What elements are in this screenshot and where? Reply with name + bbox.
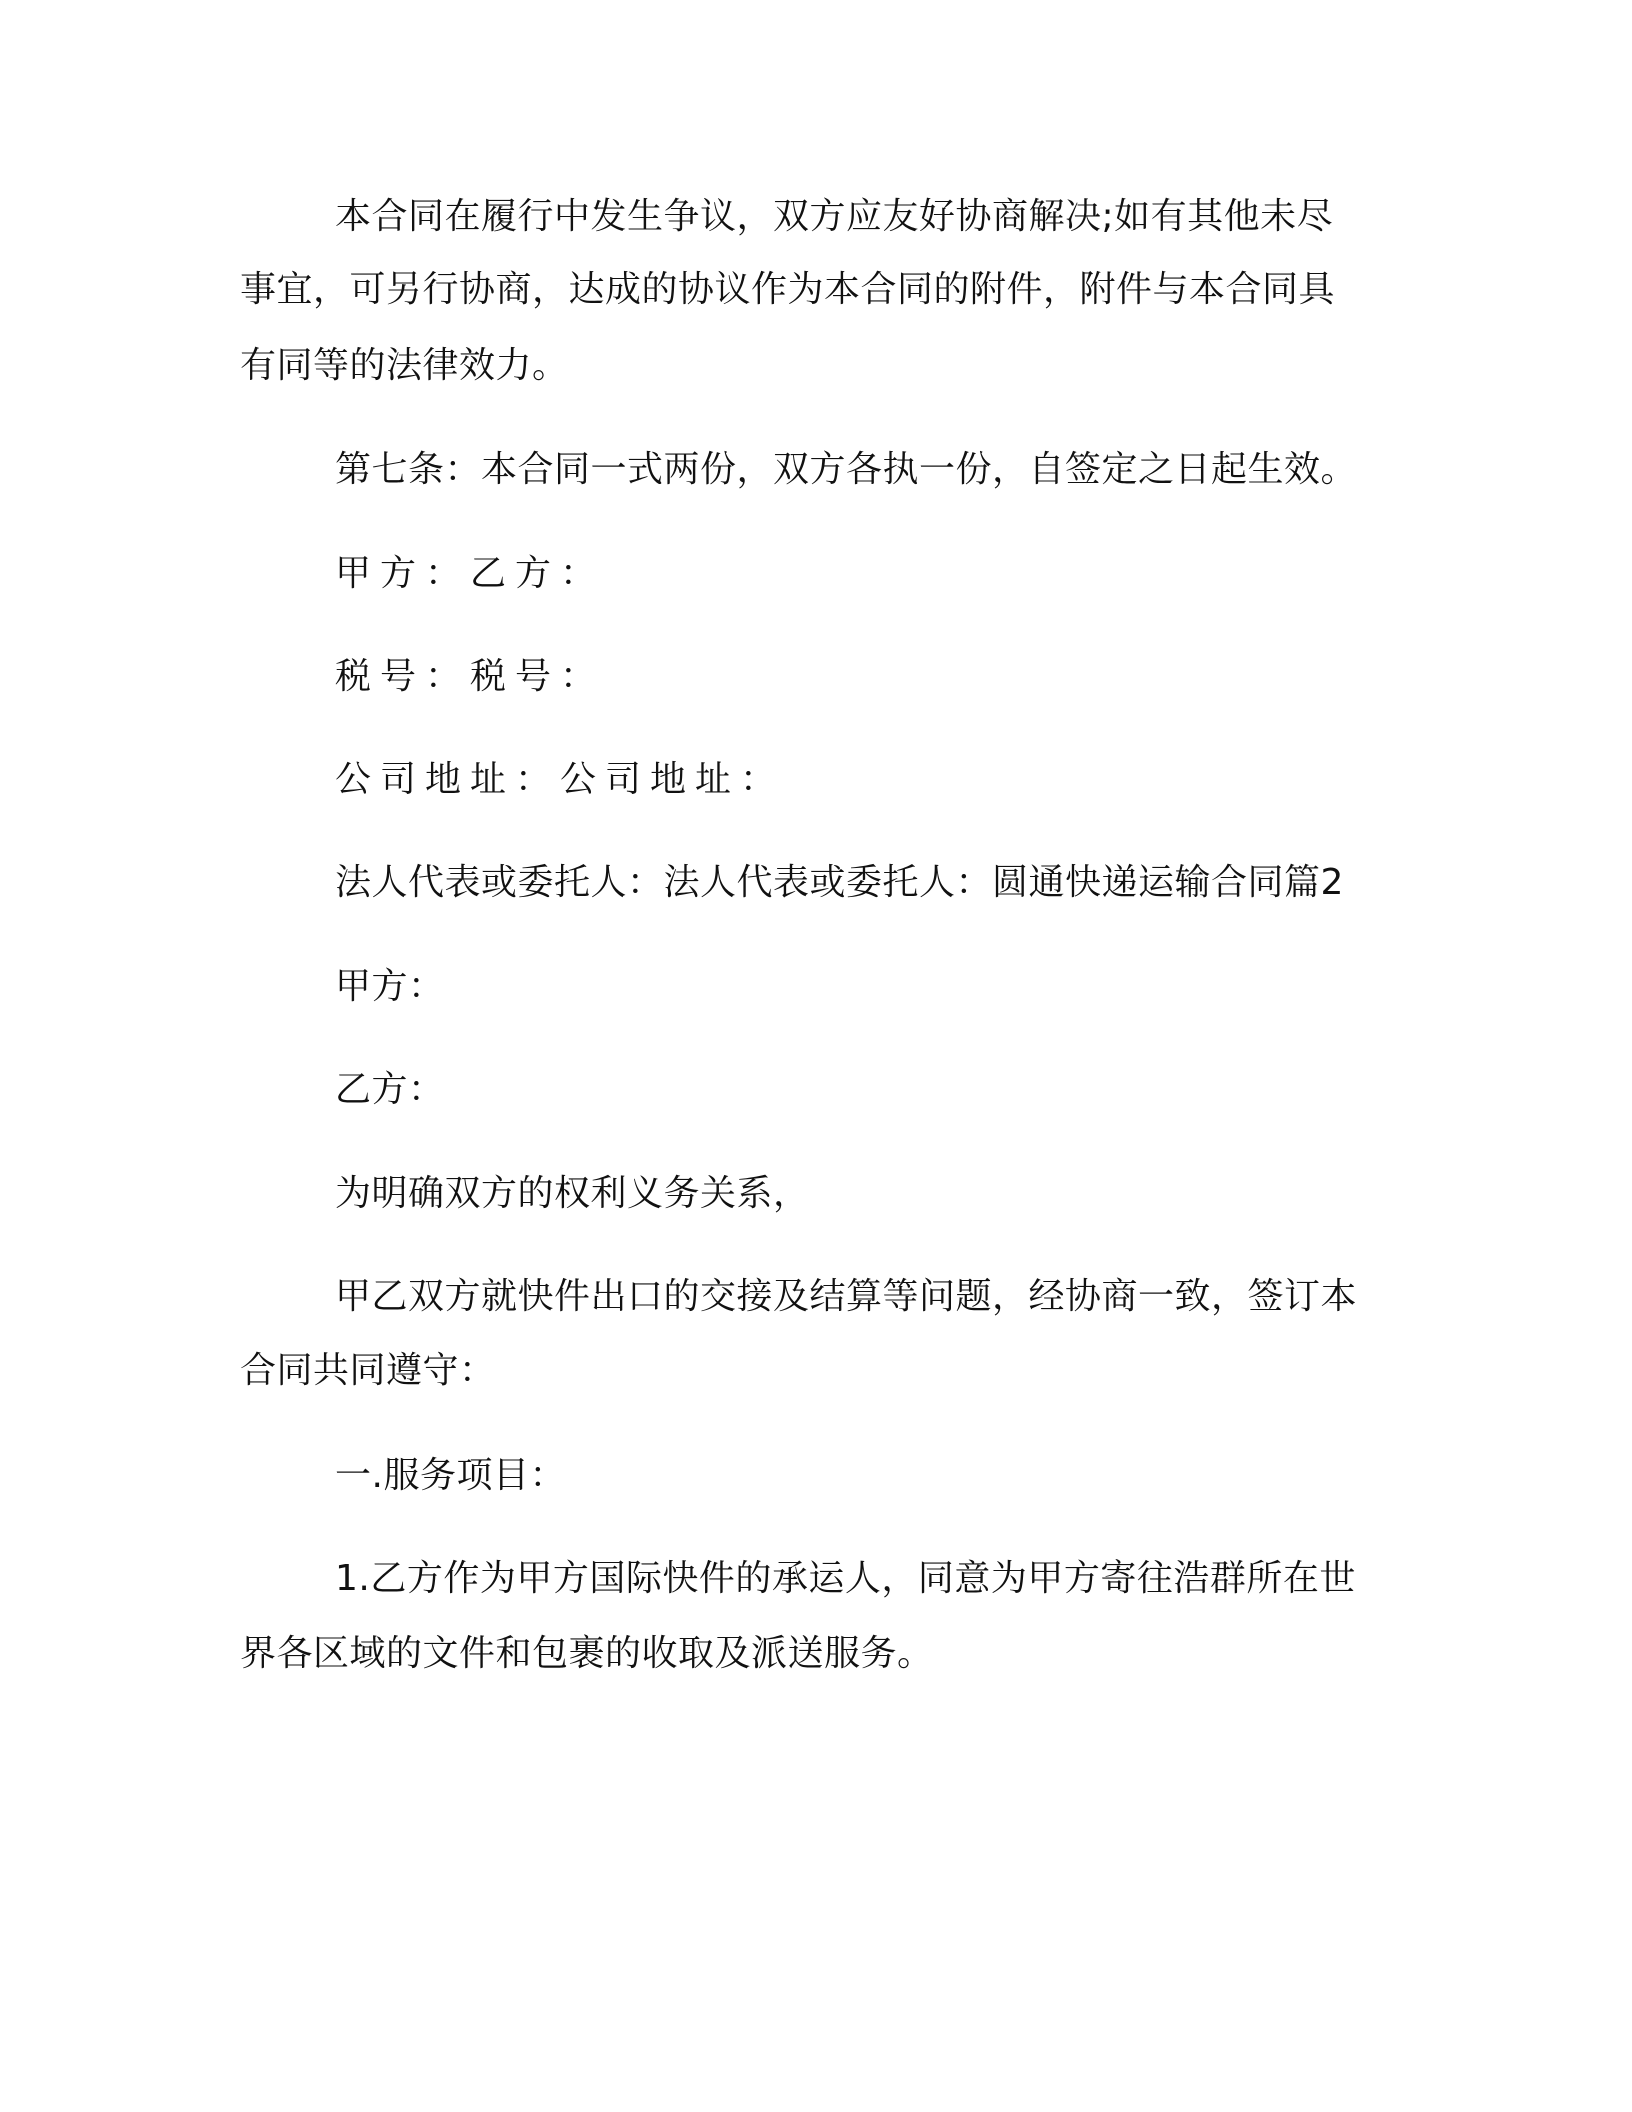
paragraph-dispute-line-3: 有同等的法律效力。 (240, 345, 569, 386)
paragraph-dispute-line-2: 事宜，可另行协商，达成的协议作为本合同的附件，附件与本合同具 (240, 269, 1336, 310)
agreement-intro-line-2: 合同共同遵守： (240, 1350, 496, 1391)
paragraph-dispute-line-1: 本合同在履行中发生争议，双方应友好协商解决;如有其他未尽 (335, 196, 1334, 237)
service-item-1-line-1: 1.乙方作为甲方国际快件的承运人，同意为甲方寄往浩群所在世 (335, 1558, 1356, 1599)
signature-representative-line: 法人代表或委托人：法人代表或委托人：圆通快递运输合同篇2 (335, 862, 1344, 903)
article-seven: 第七条：本合同一式两份，双方各执一份，自签定之日起生效。 (335, 449, 1358, 490)
signature-party-line: 甲方：乙方： (335, 553, 606, 594)
party-b-label: 乙方： (335, 1069, 445, 1110)
party-a-label: 甲方： (335, 966, 445, 1007)
signature-tax-id-line: 税号：税号： (335, 656, 606, 697)
section-heading-services: 一.服务项目： (335, 1455, 566, 1496)
signature-address-line: 公司地址：公司地址： (335, 759, 786, 800)
agreement-intro-line-1: 甲乙双方就快件出口的交接及结算等问题，经协商一致，签订本 (335, 1276, 1358, 1317)
purpose-statement: 为明确双方的权利义务关系， (335, 1173, 810, 1214)
service-item-1-line-2: 界各区域的文件和包裹的收取及派送服务。 (240, 1633, 934, 1674)
